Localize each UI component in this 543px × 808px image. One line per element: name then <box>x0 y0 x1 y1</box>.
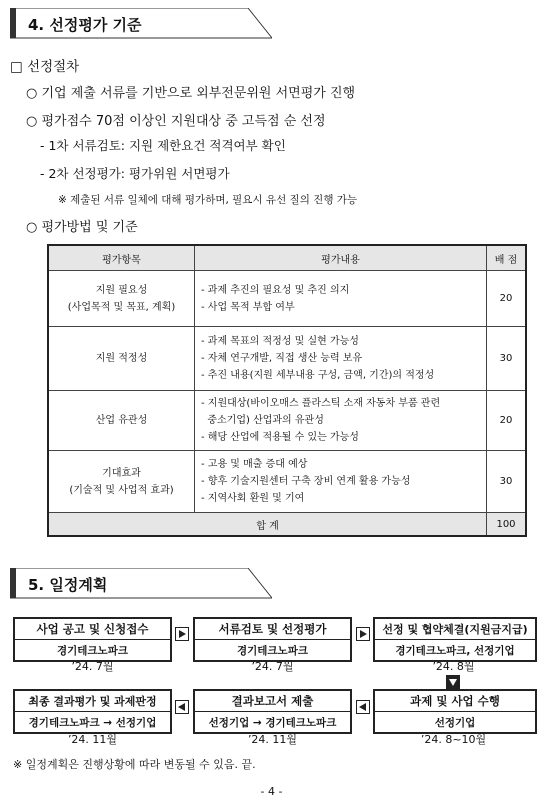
item-line: 기대효과 <box>102 467 141 479</box>
table-row <box>48 391 526 451</box>
schedule-box <box>13 689 172 734</box>
section5-title: 5. 일정계획 <box>28 576 108 594</box>
table-header-row <box>48 245 526 271</box>
schedule-date: ’24. 8월 <box>432 660 475 673</box>
schedule-box <box>193 689 352 734</box>
total-score: 100 <box>487 513 527 537</box>
schedule-title: 서류검토 및 선정평가 <box>195 619 350 640</box>
item-line: (기술적 및 사업적 효과) <box>69 484 174 496</box>
schedule-org: 경기테크노파크 <box>236 645 308 657</box>
schedule-org: 경기테크노파크, 선정기업 <box>395 645 515 657</box>
schedule-date: ’24. 8~10월 <box>420 733 487 746</box>
row-score: 30 <box>487 327 527 391</box>
right-arrow-icon <box>356 627 370 641</box>
table-row <box>48 271 526 327</box>
row-content <box>195 271 487 327</box>
row-content <box>195 451 487 513</box>
schedule-date: ’24. 11월 <box>247 733 298 746</box>
content-line: - 사업 목적 부합 여부 <box>201 301 295 313</box>
page-number: - 4 - <box>260 785 283 798</box>
criteria-table <box>47 244 527 537</box>
schedule-date: ’24. 7월 <box>251 660 294 673</box>
section4-header <box>10 8 272 38</box>
schedule-org: 경기테크노파크 → 선정기업 <box>28 717 157 729</box>
step-1: - 1차 서류검토: 지원 제한요건 적격여부 확인 <box>40 138 286 153</box>
down-arrow-icon <box>446 675 460 689</box>
item-line: 지원 필요성 <box>95 284 148 296</box>
section4-title: 4. 선정평가 기준 <box>28 16 142 34</box>
bullet-1: ○ 기업 제출 서류를 기반으로 외부전문위원 서면평가 진행 <box>26 86 356 101</box>
schedule-box <box>13 617 172 662</box>
content-line: - 고용 및 매출 증대 예상 <box>201 459 308 470</box>
content-line: - 지역사회 환원 및 기여 <box>201 493 305 504</box>
schedule-org: 선정기업 <box>434 717 476 729</box>
total-label: 합 계 <box>48 513 487 537</box>
schedule-title: 최종 결과평가 및 과제판정 <box>15 691 170 712</box>
row-score: 20 <box>487 391 527 451</box>
row-item <box>48 451 195 513</box>
header-score: 배 점 <box>487 245 527 271</box>
row-content <box>195 391 487 451</box>
schedule-box <box>193 617 352 662</box>
schedule-title: 결과보고서 제출 <box>195 691 350 712</box>
content-line: - 해당 산업에 적용될 수 있는 가능성 <box>201 432 359 443</box>
content-line: - 과제 목표의 적정성 및 실현 가능성 <box>201 336 359 347</box>
bullet-2: ○ 평가점수 70점 이상인 지원대상 중 고득점 순 선정 <box>26 114 326 129</box>
step-2: - 2차 선정평가: 평가위원 서면평가 <box>40 166 230 181</box>
schedule-title: 선정 및 협약체결(지원금지급) <box>375 619 535 640</box>
bullet-3: ○ 평가방법 및 기준 <box>26 220 138 235</box>
schedule-org: 경기테크노파크 <box>56 645 128 657</box>
content-line: - 과제 추진의 필요성 및 추진 의지 <box>201 284 350 296</box>
table-row <box>48 451 526 513</box>
row-score: 30 <box>487 451 527 513</box>
header-item: 평가항목 <box>48 245 195 271</box>
row-item <box>48 391 195 451</box>
schedule-title: 과제 및 사업 수행 <box>375 691 535 712</box>
note: ※ 제출된 서류 일체에 대해 평가하며, 필요시 유선 질의 진행 가능 <box>58 194 358 206</box>
content-line: - 추진 내용(지원 세부내용 구성, 금액, 기간)의 적정성 <box>201 370 435 381</box>
schedule-date: ’24. 11월 <box>67 733 118 746</box>
content-line: - 자체 연구개발, 직접 생산 능력 보유 <box>201 353 363 364</box>
schedule-date: ’24. 7월 <box>71 660 114 673</box>
total-row <box>48 513 526 537</box>
row-score: 20 <box>487 271 527 327</box>
schedule-org: 선정기업 → 경기테크노파크 <box>208 717 337 729</box>
content-line: - 향후 기술지원센터 구축 장비 연계 활용 가능성 <box>201 476 411 487</box>
content-line: - 지원대상(바이오매스 플라스틱 소재 자동차 부품 관련 <box>201 398 441 409</box>
schedule-box <box>373 617 537 662</box>
schedule-title: 사업 공고 및 신청접수 <box>15 619 170 640</box>
right-arrow-icon <box>175 627 189 641</box>
table-row <box>48 327 526 391</box>
left-arrow-icon <box>356 700 370 714</box>
subheading: □ 선정절차 <box>10 59 80 75</box>
content-line: 중소기업) 산업과의 유관성 <box>201 415 324 426</box>
left-arrow-icon <box>175 700 189 714</box>
item-line: 산업 유관성 <box>95 415 148 426</box>
row-content <box>195 327 487 391</box>
item-line: 지원 적정성 <box>95 353 148 364</box>
row-item <box>48 327 195 391</box>
section5-header <box>10 568 272 598</box>
schedule-note: ※ 일정계획은 진행상황에 따라 변동될 수 있음. 끝. <box>13 758 256 771</box>
item-line: (사업목적 및 목표, 계획) <box>67 301 176 313</box>
row-item <box>48 271 195 327</box>
schedule-box <box>373 689 537 734</box>
header-content: 평가내용 <box>195 245 487 271</box>
